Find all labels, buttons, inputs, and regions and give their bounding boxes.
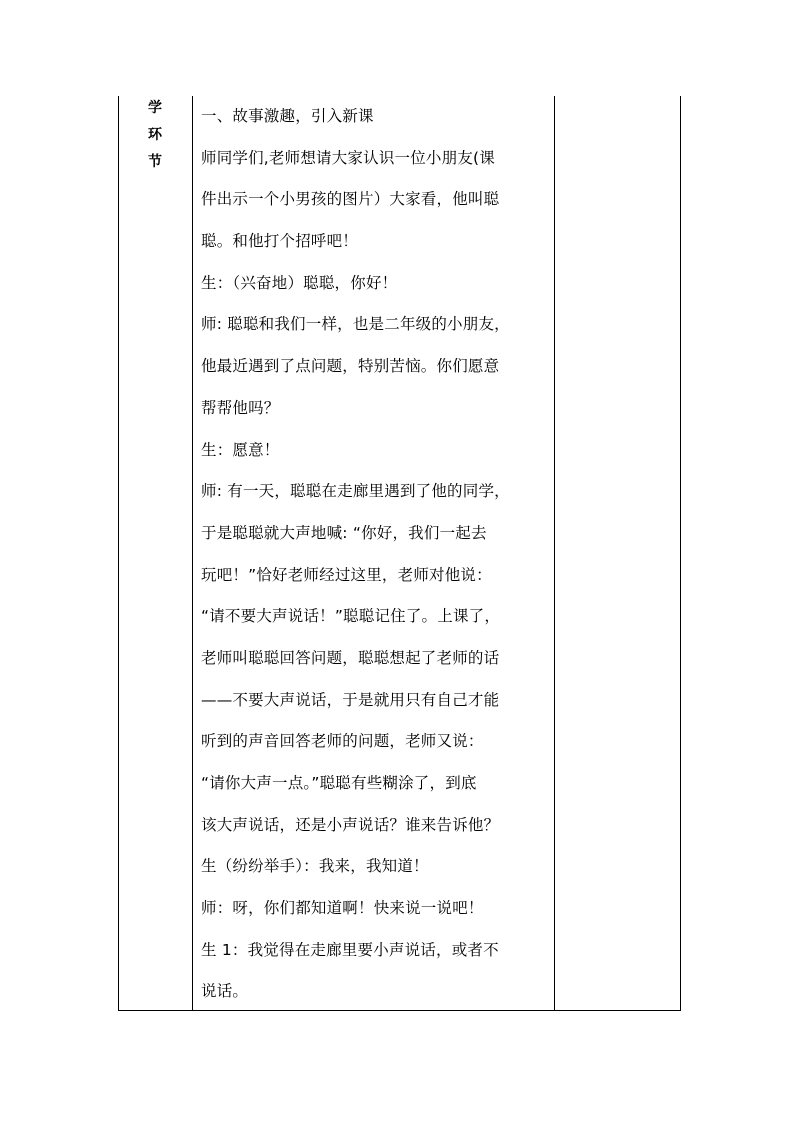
section-label-char: 学 (148, 100, 162, 116)
section-label-char: 环 (148, 127, 162, 143)
text-line: 生（纷纷举手）：我来，我知道！ (201, 857, 429, 876)
text-line: 师: 有一天，聪聪在走廊里遇到了他的同学， (201, 482, 510, 501)
text-line: 聪。和他打个招呼吧！ (201, 232, 359, 251)
section-heading: 一、故事激趣，引入新课 (201, 107, 374, 125)
text-line: 帮帮他吗？ (201, 398, 280, 417)
text-line: “请你大声一点。”聪聪有些糊涂了，到底 (201, 774, 477, 792)
text-line: ——不要大声说话，于是就用只有自己才能 (201, 690, 500, 709)
text-line: 件出示一个小男孩的图片）大家看，他叫聪 (201, 190, 500, 209)
text-line: 师同学们,老师想请大家认识一位小朋友(课 (201, 148, 495, 167)
lesson-table (118, 96, 681, 1011)
table-divider-1 (192, 96, 193, 1011)
text-line: 听到的声音回答老师的问题，老师又说： (201, 732, 484, 751)
text-line: 玩吧！”恰好老师经过这里，老师对他说： (201, 565, 492, 584)
text-line: 生：（兴奋地）聪聪，你好！ (201, 273, 398, 292)
section-label-cell (118, 96, 192, 1011)
text-line: 生：愿意！ (201, 440, 280, 459)
text-line: 生 1：我觉得在走廊里要小声说话，或者不 (201, 940, 499, 959)
text-line: “请不要大声说话！”聪聪记住了。上课了， (201, 607, 501, 626)
table-border-right (680, 96, 681, 1011)
text-line: 老师叫聪聪回答问题，聪聪想起了老师的话 (201, 648, 500, 667)
table-divider-2 (554, 96, 555, 1011)
text-line: 该大声说话，还是小声说话？谁来告诉他？ (201, 815, 500, 834)
section-label-char: 节 (148, 154, 162, 170)
text-line: 他最近遇到了点问题，特别苦恼。你们愿意 (201, 357, 500, 376)
text-line: 师：呀，你们都知道啊！快来说一说吧！ (201, 899, 484, 918)
text-line: 师: 聪聪和我们一样，也是二年级的小朋友， (201, 315, 510, 334)
lesson-content-cell (201, 102, 553, 1019)
text-line: 说话。 (201, 982, 249, 1001)
text-line: 于是聪聪就大声地喊: “你好，我们一起去 (201, 523, 487, 542)
